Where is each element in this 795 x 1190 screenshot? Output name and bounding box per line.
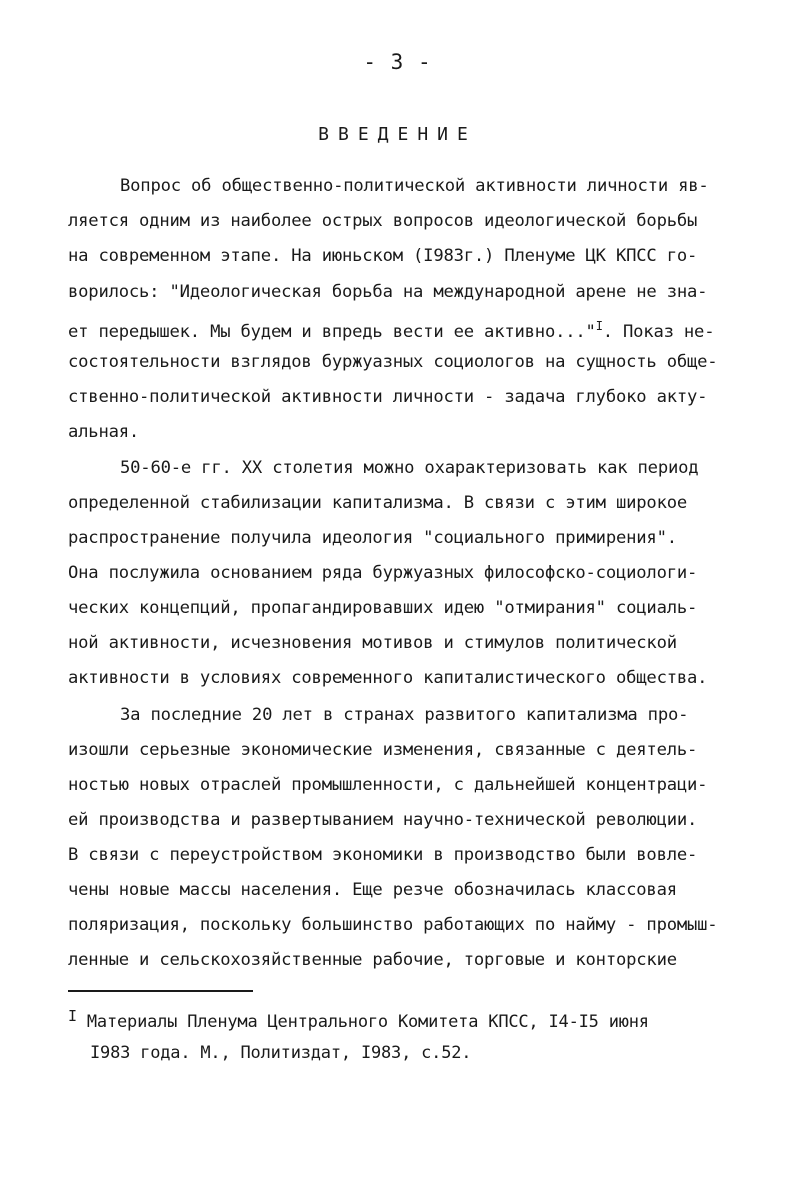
text-line: альная. xyxy=(68,422,140,442)
text-line: ческих концепций, пропагандировавших идею "отмирания" социаль- xyxy=(68,598,698,618)
text-line: поляризация, поскольку большинство работающих по найму - промыш- xyxy=(68,915,718,935)
footnote-line: I983 года. М., Политиздат, I983, с.52. xyxy=(90,1043,472,1063)
text-line: Вопрос об общественно-политической активности личности яв- xyxy=(120,176,709,196)
section-heading: ВВЕДЕНИЕ xyxy=(318,124,477,145)
text-line: изошли серьезные экономические изменения, связанные с деятель- xyxy=(68,740,698,760)
text-line: чены новые массы населения. Еще резче обозначилась классовая xyxy=(68,880,677,900)
text-line: ляется одним из наиболее острых вопросов идеологической борьбы xyxy=(68,211,698,231)
page-number: - 3 - xyxy=(363,50,432,74)
text-line: В связи с переустройством экономики в производство были вовле- xyxy=(68,845,698,865)
text-line: на современном этапе. На июньском (I983г.) Пленуме ЦК КПСС го- xyxy=(68,246,698,266)
footnote-mark: I xyxy=(68,1007,77,1025)
text-fragment: . Показ не- xyxy=(602,322,715,342)
text-line: распространение получила идеология "социального примирения". xyxy=(68,528,677,548)
text-line: активности в условиях современного капиталистического общества. xyxy=(68,668,708,688)
text-line: ленные и сельскохозяйственные рабочие, торговые и конторские xyxy=(68,950,677,970)
text-line: ственно-политической активности личности - задача глубоко акту- xyxy=(68,387,708,407)
text-line: ворилось: "Идеологическая борьба на международной арене не зна- xyxy=(68,282,708,302)
footnote-divider xyxy=(68,990,253,992)
text-fragment: ет передышек. Мы будем и впредь вести ее активно..." xyxy=(68,322,596,342)
footnote-reference: I xyxy=(595,319,603,333)
text-line: состоятельности взглядов буржуазных социологов на сущность обще- xyxy=(68,352,718,372)
text-line: 50-60-е гг. XX столетия можно охарактеризовать как период xyxy=(120,458,699,478)
footnote-line xyxy=(68,1004,649,1034)
text-line: определенной стабилизации капитализма. В связи с этим широкое xyxy=(68,493,688,513)
footnote-text: Материалы Пленума Центрального Комитета КПСС, I4-I5 июня xyxy=(86,1012,649,1032)
text-line: За последние 20 лет в странах развитого капитализма про- xyxy=(120,705,689,725)
text-line: ей производства и развертыванием научно-технической революции. xyxy=(68,810,698,830)
text-line: ной активности, исчезновения мотивов и стимулов политической xyxy=(68,633,677,653)
text-line xyxy=(68,314,714,344)
text-line: ностью новых отраслей промышленности, с дальнейшей концентраци- xyxy=(68,775,708,795)
text-line: Она послужила основанием ряда буржуазных философско-социологи- xyxy=(68,563,698,583)
